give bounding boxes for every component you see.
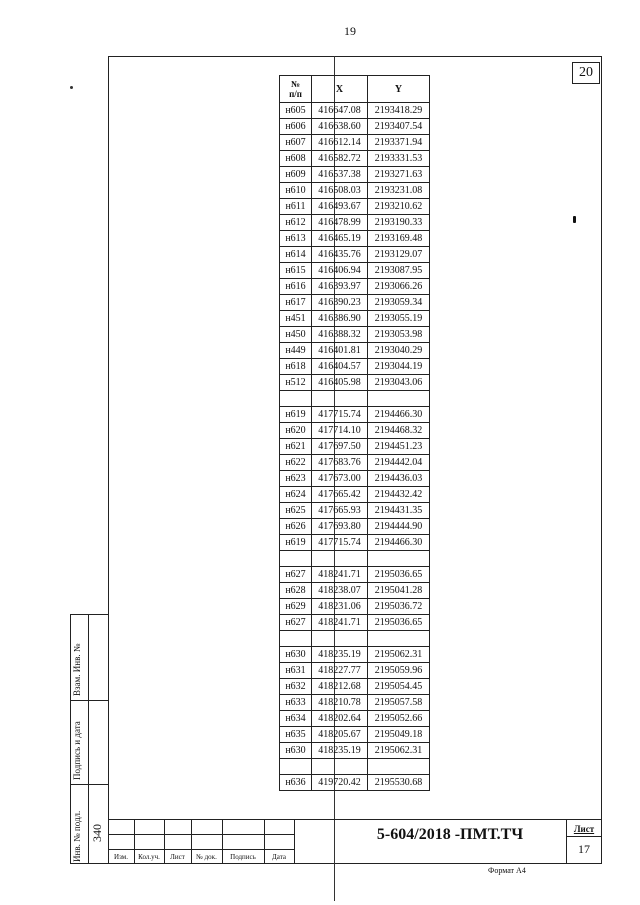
x-cell: 418202.64 (312, 711, 368, 727)
table-row (280, 695, 430, 711)
table-body (280, 103, 430, 791)
table-row (280, 199, 430, 215)
inv-original-value: 340 (90, 824, 104, 842)
point-number-cell: н625 (280, 503, 312, 519)
table-row (280, 615, 430, 631)
x-cell (312, 391, 368, 407)
y-cell: 2195062.31 (368, 743, 430, 759)
x-cell: 416638.60 (312, 119, 368, 135)
header-num (280, 76, 312, 103)
x-cell: 419720.42 (312, 775, 368, 791)
y-cell: 2195036.65 (368, 615, 430, 631)
point-number-cell: н632 (280, 679, 312, 695)
point-number-cell: н613 (280, 231, 312, 247)
point-number-cell: н627 (280, 567, 312, 583)
y-cell: 2193040.29 (368, 343, 430, 359)
point-number-cell: н451 (280, 311, 312, 327)
y-cell: 2193190.33 (368, 215, 430, 231)
x-cell: 416405.98 (312, 375, 368, 391)
table-row (280, 599, 430, 615)
x-cell: 416537.38 (312, 167, 368, 183)
col-kol-uch: Кол.уч. (138, 853, 160, 861)
x-cell: 416386.90 (312, 311, 368, 327)
point-number-cell: н619 (280, 407, 312, 423)
inv-replace-label: Взам. Инв. № (72, 643, 82, 696)
table-row (280, 567, 430, 583)
y-cell: 2193210.62 (368, 199, 430, 215)
document-code: 5-604/2018 -ПМТ.ТЧ (376, 826, 524, 843)
x-cell: 418235.19 (312, 647, 368, 663)
y-cell: 2195054.45 (368, 679, 430, 695)
title-block-row-line (566, 836, 602, 837)
table-row (280, 583, 430, 599)
scan-speck (70, 86, 73, 89)
y-cell: 2193066.26 (368, 279, 430, 295)
table-row (280, 503, 430, 519)
table-row (280, 679, 430, 695)
y-cell (368, 631, 430, 647)
point-number-cell (280, 551, 312, 567)
y-cell: 2194468.32 (368, 423, 430, 439)
point-number-cell: н609 (280, 167, 312, 183)
y-cell: 2193418.29 (368, 103, 430, 119)
point-number-cell: н626 (280, 519, 312, 535)
page-number: 19 (344, 24, 356, 38)
x-cell: 416582.72 (312, 151, 368, 167)
x-cell: 417714.10 (312, 423, 368, 439)
sheet-number: 17 (578, 842, 590, 856)
x-cell: 417673.00 (312, 471, 368, 487)
table-row (280, 327, 430, 343)
table-row (280, 391, 430, 407)
table-row (280, 439, 430, 455)
table-row (280, 263, 430, 279)
table-row (280, 311, 430, 327)
y-cell: 2195036.65 (368, 567, 430, 583)
inv-original-label: Инв. № подл. (72, 810, 82, 862)
x-cell: 416478.99 (312, 215, 368, 231)
point-number-cell: н628 (280, 583, 312, 599)
x-cell: 416612.14 (312, 135, 368, 151)
y-cell: 2195530.68 (368, 775, 430, 791)
point-number-cell: н607 (280, 135, 312, 151)
table-row (280, 167, 430, 183)
table-row (280, 231, 430, 247)
x-cell: 418227.77 (312, 663, 368, 679)
table-row (280, 183, 430, 199)
y-cell: 2193055.19 (368, 311, 430, 327)
table-row (280, 359, 430, 375)
header-x: X (312, 76, 368, 103)
side-stamp-line (70, 700, 108, 701)
point-number-cell: н631 (280, 663, 312, 679)
y-cell: 2193059.34 (368, 295, 430, 311)
title-block-col-line (294, 819, 295, 864)
table-row (280, 727, 430, 743)
y-cell: 2194451.23 (368, 439, 430, 455)
point-number-cell (280, 631, 312, 647)
point-number-cell: н627 (280, 615, 312, 631)
table-row (280, 455, 430, 471)
y-cell: 2194444.90 (368, 519, 430, 535)
y-cell: 2195036.72 (368, 599, 430, 615)
point-number-cell: н636 (280, 775, 312, 791)
y-cell: 2193129.07 (368, 247, 430, 263)
table-row (280, 487, 430, 503)
point-number-cell: н608 (280, 151, 312, 167)
x-cell: 417683.76 (312, 455, 368, 471)
table-row (280, 519, 430, 535)
table-row (280, 215, 430, 231)
point-number-cell: н621 (280, 439, 312, 455)
point-number-cell: н635 (280, 727, 312, 743)
point-number-cell: н622 (280, 455, 312, 471)
sheet-number-box: 20 (572, 62, 600, 84)
x-cell: 418241.71 (312, 615, 368, 631)
y-cell: 2195062.31 (368, 647, 430, 663)
point-number-cell: н629 (280, 599, 312, 615)
table-row (280, 103, 430, 119)
point-number-cell: н615 (280, 263, 312, 279)
point-number-cell: н614 (280, 247, 312, 263)
y-cell: 2194442.04 (368, 455, 430, 471)
point-number-cell: н617 (280, 295, 312, 311)
point-number-cell: н512 (280, 375, 312, 391)
y-cell: 2194466.30 (368, 407, 430, 423)
col-signature: Подпись (230, 853, 256, 861)
table-row (280, 647, 430, 663)
header-y: Y (368, 76, 430, 103)
x-cell (312, 759, 368, 775)
point-number-cell: н630 (280, 743, 312, 759)
x-cell: 418205.67 (312, 727, 368, 743)
y-cell (368, 759, 430, 775)
format-note: Формат А4 (488, 866, 526, 875)
x-cell: 416393.97 (312, 279, 368, 295)
title-block-row-line (108, 849, 294, 850)
y-cell: 2193053.98 (368, 327, 430, 343)
table-row (280, 759, 430, 775)
x-cell: 418210.78 (312, 695, 368, 711)
y-cell: 2193407.54 (368, 119, 430, 135)
table-row (280, 711, 430, 727)
table-row (280, 151, 430, 167)
table-row (280, 343, 430, 359)
point-number-cell: н630 (280, 647, 312, 663)
col-doc-num: № док. (196, 853, 217, 861)
col-list: Лист (170, 853, 185, 861)
y-cell: 2195049.18 (368, 727, 430, 743)
point-number-cell: н618 (280, 359, 312, 375)
y-cell: 2195059.96 (368, 663, 430, 679)
x-cell: 416406.94 (312, 263, 368, 279)
x-cell (312, 631, 368, 647)
table-row (280, 663, 430, 679)
header-num-label: № п/п (289, 79, 302, 99)
y-cell: 2193044.19 (368, 359, 430, 375)
point-number-cell: н605 (280, 103, 312, 119)
signature-date-label: Подпись и дата (72, 721, 82, 780)
y-cell: 2193371.94 (368, 135, 430, 151)
x-cell: 417715.74 (312, 535, 368, 551)
coordinates-table (279, 75, 430, 791)
x-cell: 416404.57 (312, 359, 368, 375)
x-cell: 416493.67 (312, 199, 368, 215)
table-row (280, 423, 430, 439)
x-cell: 416401.81 (312, 343, 368, 359)
table-row (280, 743, 430, 759)
y-cell (368, 391, 430, 407)
sheet-label: Лист (573, 824, 595, 834)
x-cell: 416390.23 (312, 295, 368, 311)
y-cell: 2194436.03 (368, 471, 430, 487)
point-number-cell (280, 759, 312, 775)
point-number-cell: н449 (280, 343, 312, 359)
table-row (280, 247, 430, 263)
point-number-cell: н619 (280, 535, 312, 551)
x-cell: 417693.80 (312, 519, 368, 535)
table-row (280, 407, 430, 423)
point-number-cell: н611 (280, 199, 312, 215)
x-cell: 418235.19 (312, 743, 368, 759)
point-number-cell: н623 (280, 471, 312, 487)
y-cell: 2193271.63 (368, 167, 430, 183)
y-cell: 2195041.28 (368, 583, 430, 599)
x-cell: 418241.71 (312, 567, 368, 583)
table-row (280, 631, 430, 647)
scan-speck (573, 216, 576, 223)
x-cell: 416508.03 (312, 183, 368, 199)
point-number-cell (280, 391, 312, 407)
table-row (280, 775, 430, 791)
x-cell: 416388.32 (312, 327, 368, 343)
y-cell: 2194466.30 (368, 535, 430, 551)
y-cell: 2194432.42 (368, 487, 430, 503)
x-cell: 416647.08 (312, 103, 368, 119)
table-row (280, 295, 430, 311)
x-cell (312, 551, 368, 567)
x-cell: 417665.42 (312, 487, 368, 503)
point-number-cell: н633 (280, 695, 312, 711)
x-cell: 417697.50 (312, 439, 368, 455)
point-number-cell: н624 (280, 487, 312, 503)
x-cell: 418238.07 (312, 583, 368, 599)
y-cell: 2195052.66 (368, 711, 430, 727)
y-cell: 2193087.95 (368, 263, 430, 279)
y-cell: 2194431.35 (368, 503, 430, 519)
table-row (280, 119, 430, 135)
x-cell: 418231.06 (312, 599, 368, 615)
x-cell: 417715.74 (312, 407, 368, 423)
point-number-cell: н634 (280, 711, 312, 727)
point-number-cell: н606 (280, 119, 312, 135)
table-row (280, 551, 430, 567)
y-cell: 2195057.58 (368, 695, 430, 711)
side-stamp-divider (88, 614, 89, 864)
table-row (280, 375, 430, 391)
col-izm: Изм. (114, 853, 128, 861)
point-number-cell: н610 (280, 183, 312, 199)
y-cell: 2193231.08 (368, 183, 430, 199)
table-row (280, 135, 430, 151)
table-row (280, 471, 430, 487)
y-cell: 2193043.06 (368, 375, 430, 391)
table-row (280, 279, 430, 295)
y-cell (368, 551, 430, 567)
title-block-row-line (108, 834, 294, 835)
point-number-cell: н616 (280, 279, 312, 295)
point-number-cell: н612 (280, 215, 312, 231)
x-cell: 416435.76 (312, 247, 368, 263)
side-stamp-line (70, 784, 108, 785)
table-row (280, 535, 430, 551)
point-number-cell: н450 (280, 327, 312, 343)
x-cell: 418212.68 (312, 679, 368, 695)
point-number-cell: н620 (280, 423, 312, 439)
x-cell: 417665.93 (312, 503, 368, 519)
col-date: Дата (272, 853, 286, 861)
x-cell: 416465.19 (312, 231, 368, 247)
y-cell: 2193169.48 (368, 231, 430, 247)
y-cell: 2193331.53 (368, 151, 430, 167)
